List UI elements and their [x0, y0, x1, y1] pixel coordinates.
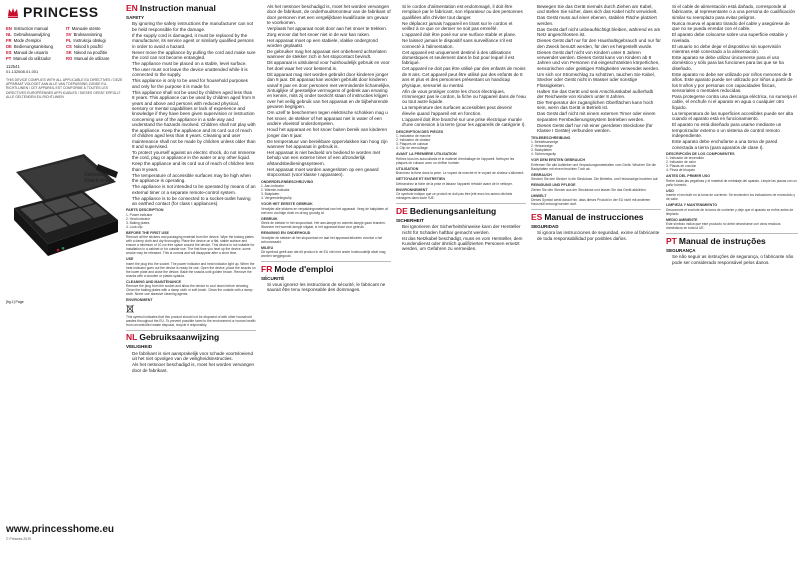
language-label: Instruction manual — [13, 26, 49, 31]
env-text-en: This symbol indicates that this product should not be disposed of with other household wastes throughout the EU. To prevent possible harm to the environment or human health from uncontrolled waste disposal, recycle it responsibly. — [126, 314, 256, 327]
list-item: • The appliance is not intended to be operated by means of an external timer or a separate remote-control system. — [132, 184, 256, 195]
env-heading-de: UMWELT — [531, 193, 547, 198]
list-item: • Das Gerät darf nicht mit einem externen Timer oder einem separaten Fernbedienungssystem betrieben werden. — [537, 111, 661, 122]
list-item: • The user must not leave the device unattended while it is connected to the supply. — [132, 67, 256, 78]
list-item: • By ignoring the safety instructions the manufacturer can not be held responsible for the damage. — [132, 21, 256, 32]
parts-list-fr — [396, 134, 526, 150]
title-de: Bedienungsanleitung — [409, 205, 497, 216]
list-item: • De gebruiker mag het apparaat niet onbeheerd achterlaten wanneer de stekker zich in het stopcontact bevindt. — [267, 49, 391, 60]
list-item: • Dieses Gerät darf nicht von Kindern unter 8 Jahren verwendet werden. Dieses Gerät kann von Kindern ab 8 Jahren und von Personen mit eingeschränkten körperlichen, sensorischen oder geistigen Fähigkeiten verwendet werden. — [537, 50, 661, 72]
section-title-pt — [666, 237, 798, 246]
language-entry — [6, 32, 66, 37]
list-item: • Si vous ignorez les instructions de sécurité, le fabricant ne saurait être tenu responsable des dommages. — [267, 282, 391, 293]
language-entry — [6, 38, 66, 43]
safety-list-nl-cont — [261, 4, 391, 178]
safety-heading-fr: SÉCURITÉ — [261, 275, 285, 281]
part-item: 1. Indicateur de marche — [396, 134, 431, 139]
use-heading-es: USO — [666, 188, 674, 193]
env-text-de: Dieses Symbol weist darauf hin, dass dieses Produkt in der EU nicht mit anderem Hausmüll entsorgt werden darf. — [531, 198, 651, 207]
list-item: • To protect yourself against an electric shock, do not immerse the cord, plug or appliance in the water or any other liquid. — [132, 150, 256, 161]
list-item: • Keep the appliance and its cord out of reach of children less than 8 years. — [132, 161, 256, 172]
list-item: • Si el cable de alimentación está dañado, corresponde al fabricante, al representante o a una persona de cualificación similar su reemplazo para evitar peligros. — [672, 4, 798, 20]
safety-list-pt — [666, 254, 798, 265]
use-text-fr: Branchez la fiche dans la prise. Le voyant de marche et le voyant de chaleur s'allument. — [396, 171, 525, 176]
before-heading-en: BEFORE THE FIRST USE — [126, 230, 169, 235]
before-text-de: Entfernen Sie alle Aufkleber und Verpackungsmaterialien vom Gerät. Wischen Sie die Backplatten mit einem feuchten Tuch ab. — [531, 162, 656, 171]
column-french — [396, 4, 526, 570]
clean-text-de: Ziehen Sie den Stecker aus der Steckdose und lassen Sie das Gerät abkühlen. — [531, 187, 647, 192]
before-text-en: Remove all the stickers and packaging material from the device. Wipe the baking plates with a damp cloth and dry thoroughly. Place the device on a flat, stable surface and ensure a minimum of 10 cm free space around the device. This device is not suitable for installation in a cabinet or for outside use. The first time you heat up the device, some smoke may be released. This is normal and will disappear after a short time. — [126, 235, 255, 256]
list-item: • Om uzelf te beschermen tegen elektrische schokken mag u het snoer, de stekker of het apparaat niet in water of een andere vloeistof onderdompelen. — [267, 110, 391, 126]
list-item: • This appliance shall not be used by children aged less than 8 years. This appliance can be used by children aged from 8 years and above and persons with reduced physical, sensory or mental capabilities or lack of experience and knowledge if they have been given supervision or instruction concerning use of the appliance in a safe way and understand the hazards involved. Children shall not play with the appliance. Keep the appliance and its cord out of reach of children aged less than 8 years. Cleaning and user maintenance shall not be made by children unless older than 8 and supervised. — [132, 90, 256, 149]
parts-list-en — [126, 213, 256, 229]
section-title-fr — [261, 265, 391, 274]
list-item: • L'appareil doit être branché sur une prise électrique murale d'une connexion à la terre (pour les appareils de catégorie I). — [402, 117, 526, 128]
part-item: 2. Warmte-indicator — [261, 188, 290, 193]
parts-heading-en: PARTS DESCRIPTION — [126, 208, 164, 213]
list-item: • Het apparaat moet op een stabiele, vlakke ondergrond worden geplaatst. — [267, 38, 391, 49]
list-item: • Ist das Netzkabel beschädigt, muss es vom Hersteller, dem Kundendienst oder ähnlich qualifizierten Personen ersetzt werden, um Gefahren zu vermeiden. — [402, 236, 526, 252]
env-text-nl: Dit symbool geeft aan dat dit product in de EU niet met ander huishoudelijk afval mag worden weggegooid. — [261, 250, 386, 259]
clean-text-nl: Verwijder de stekker uit het stopcontact en laat het apparaat afkoelen voordat u het schoonmaakt. — [261, 235, 383, 244]
list-item: • Cet appareil ne doit pas être utilisé par des enfants de moins de 8 ans. Cet appareil peut être utilisé par des enfants de 8 ans et plus et des personnes présentant un handicap physique, sensoriel ou mental. — [402, 66, 526, 88]
section-title-nl — [126, 333, 256, 342]
brand-name: PRINCESS — [23, 4, 99, 20]
list-item: • This appliance is only to be used for household purposes and only for the purpose it is made for. — [132, 78, 256, 89]
part-item: 3. Baking plates — [126, 220, 150, 225]
list-item: • Si ignora las instrucciones de seguridad, exime al fabricante de toda responsabilidad por posibles daños. — [537, 230, 661, 241]
list-item: • De fabrikant is niet aansprakelijk voor schade voortvloeiend uit het niet opvolgen van de veiligheidsinstructies. — [132, 351, 256, 362]
clean-heading-en: CLEANING AND MAINTENANCE — [126, 279, 181, 284]
safety-list-fr-cont — [396, 4, 526, 128]
language-entry — [6, 56, 66, 61]
part-item: 3. Bakplaten — [261, 192, 280, 197]
language-label: Návod k použití — [73, 43, 103, 49]
list-item: • Bei Ignorieren der Sicherheitshinweise kann der Hersteller nicht für Schäden haftbar gemacht werden. — [402, 224, 526, 235]
section-title-es — [531, 213, 661, 222]
list-item: • Never move the appliance by pulling the cord and make sure the cord can not become entangled. — [132, 50, 256, 61]
cover-column — [6, 4, 124, 570]
compliance-text: THIS DEVICE COMPLIES WITH ALL APPLICABLE EU DIRECTIVES / DEZE APPARAAT VOLDOET AAN ALLE VAN TOEPASSING ZIJNDE EU-RICHTLIJNEN / CET APPAREIL EST CONFORME À TOUTES LES DIRECTIVES EUROPÉENNES APPLICABLES / DIESES GERÄT ERFÜLLT ALLE GELTENDEN EU-RICHTLINIEN — [6, 77, 123, 99]
de-details — [531, 136, 661, 207]
section-divider — [396, 203, 526, 204]
list-item: • El usuario no debe dejar el dispositivo sin supervisión mientras esté conectado a la alimentación. — [672, 44, 798, 55]
env-text-fr: Ce symbole indique que ce produit ne doit pas être jeté avec les autres déchets ménagers dans toute l'UE. — [396, 192, 513, 201]
env-text-es: Este símbolo indica que este producto no debe desecharse con otros residuos domésticos en toda la UE. — [666, 222, 781, 231]
safety-list-de-cont — [531, 4, 661, 134]
copyright-note: © Princess 2019 — [6, 537, 31, 541]
title-pt: Manual de instruções — [678, 235, 766, 246]
language-label: Mode d'emploi — [13, 37, 41, 43]
lang-code-nl: NL — [126, 332, 138, 343]
language-label: Manual de utilizare — [74, 55, 110, 61]
use-heading-en: USE — [126, 257, 134, 262]
title-en: Instruction manual — [139, 4, 216, 13]
list-item: • Bewegen Sie das Gerät niemals durch Ziehen am Kabel, und stellen Sie sicher, dass sich das Kabel nicht verwickelt. — [537, 4, 661, 15]
list-item: • Si le cordon d'alimentation est endommagé, il doit être remplacé par le fabricant, son réparateur ou des personnes qualifiées afin d'éviter tout danger. — [402, 4, 526, 20]
language-entry — [6, 50, 66, 55]
list-item: • Dit apparaat mag niet worden gebruikt door kinderen jonger dan 8 jaar. Dit apparaat kan worden gebruikt door kinderen vanaf 8 jaar en door personen met verminderde lichamelijke, zintuiglijke of geestelijke vermogens of gebrek aan ervaring en kennis, mits zij onder toezicht staan of instructies krijgen over het veilig gebruik van het apparaat en de bijbehorende gevaren begrijpen. — [267, 72, 391, 110]
language-label: Instrukcja obsługi — [73, 37, 106, 43]
language-code: SK — [66, 49, 72, 55]
list-item: • Het apparaat moet worden aangesloten op een geaard stopcontact (voor klasse I apparaten). — [267, 167, 391, 178]
language-entry — [6, 44, 66, 49]
list-item: • Dieses Gerät darf nur für den Haushaltsgebrauch und nur für den Zweck benutzt werden, für den es hergestellt wurde. — [537, 38, 661, 49]
part-item: 2. Indicador de calor — [666, 160, 696, 165]
language-code: PT — [6, 55, 12, 61]
use-heading-nl: GEBRUIK — [261, 216, 278, 221]
list-item: • Este aparato no debe ser utilizado por niños menores de 8 años. Este aparato puede ser utilizado por niños a partir de los 8 años y por personas con capacidades físicas, sensoriales o mentales reducidas. — [672, 72, 798, 94]
language-label: Manual do utilizador — [13, 55, 51, 61]
list-item: • L'appareil doit être posé sur une surface stable et plane. — [402, 32, 526, 37]
list-item: • Cet appareil est uniquement destiné à des utilisations domestiques et seulement dans le but pour lequel il est fabriqué. — [402, 50, 526, 66]
part-item: 2. Heizanzeige — [531, 144, 553, 149]
part-item: 1. Aan-indicator — [261, 184, 284, 189]
product-caption — [84, 172, 114, 184]
part-item: 1. Power indicator — [126, 212, 153, 217]
safety-list-de — [396, 224, 526, 252]
parts-list-es — [666, 156, 798, 172]
model-code: 112541 — [6, 63, 20, 69]
part-item: 4. Vergrendelingsclip — [261, 196, 292, 201]
part-item: 4. Lock clip — [126, 224, 143, 229]
language-entry — [66, 32, 124, 37]
section-divider — [531, 209, 661, 210]
part-item: 2. Heat indicator — [126, 216, 151, 221]
use-heading-de: GEBRAUCH — [531, 172, 552, 177]
language-entry — [66, 50, 124, 55]
use-heading-fr: UTILISATION — [396, 166, 419, 171]
language-code: NL — [6, 31, 12, 37]
list-item: • Afin de vous protéger contre les chocs électriques, n'immergez pas le cordon, la fiche ou l'appareil dans de l'eau ou tout autre liquide. — [402, 89, 526, 105]
list-item: • Die Temperatur der zugänglichen Oberflächen kann hoch sein, wenn das Gerät in Betrieb ist. — [537, 100, 661, 111]
language-list — [6, 26, 124, 61]
parts-heading-es: DESCRIPCIÓN DE LOS COMPONENTES — [666, 151, 735, 156]
list-item: • The temperature of accessible surfaces may be high when the appliance is operating. — [132, 173, 256, 184]
before-text-es: Retire todas las pegatinas y el material de embalaje del aparato. Limpie las placas con un paño húmedo. — [666, 178, 798, 187]
section-divider — [666, 233, 798, 234]
safety-heading-de: SICHERHEIT — [396, 217, 424, 223]
language-entry — [66, 26, 124, 31]
column-spanish — [666, 4, 798, 570]
use-text-nl: Steek de stekker in het stopcontact. Het aan-lampje en warmte-lampje gaan branden. Wanneer het warmte-lampje uitgaat, is het apparaat klaar voor gebruik. — [261, 221, 386, 230]
en-details — [126, 208, 256, 327]
lang-code-es: ES — [531, 211, 543, 222]
princess-logo-icon — [6, 5, 20, 19]
use-text-es: Inserte el enchufe en la toma de corriente. Se encienden los indicadores de encendido y de calor. — [666, 193, 796, 202]
safety-heading-en: SAFETY — [126, 15, 145, 20]
safety-list-es-cont — [666, 4, 798, 150]
before-heading-de: VOR DEM ERSTEN GEBRAUCH — [531, 158, 586, 163]
list-item: • Houd het apparaat en het snoer buiten bereik van kinderen jonger dan 8 jaar. — [267, 127, 391, 138]
clean-heading-de: REINIGUNG UND PFLEGE — [531, 183, 576, 188]
language-code: DE — [6, 43, 12, 49]
list-item: • The appliance must be placed on a stable, level surface. — [132, 61, 256, 66]
list-item: • Das Gerät muss auf einer ebenen, stabilen Fläche platziert werden. — [537, 15, 661, 26]
title-fr: Mode d'emploi — [274, 263, 334, 274]
language-label: Návod na použitie — [73, 49, 108, 55]
part-item: 1. Indicador de encendido — [666, 156, 704, 161]
clean-heading-fr: NETTOYAGE ET ENTRETIEN — [396, 177, 445, 182]
clean-text-fr: Débranchez la fiche de la prise et laissez l'appareil refroidir avant de le nettoyer. — [396, 181, 513, 186]
parts-heading-de: TEILEBESCHREIBUNG — [531, 135, 571, 140]
safety-heading-pt: SEGURANÇA — [666, 247, 696, 253]
list-item: • Ne déplacez jamais l'appareil en tirant sur le cordon et veillez à ce que ce dernier ne soit pas emmêlé. — [402, 21, 526, 32]
list-item: • Um sich vor Stromschlag zu schützen, tauchen Sie Kabel, Stecker oder Gerät nicht in Wasser oder sonstige Flüssigkeiten. — [537, 72, 661, 88]
env-heading-fr: ENVIRONNEMENT — [396, 187, 428, 192]
list-item: • Dieses Gerät darf nur mit einer geerdeten Steckdose (für Klasse I Geräte) verbunden werden. — [537, 123, 661, 134]
language-label: Bruksanvisning — [73, 31, 102, 37]
title-es: Manual de instrucciones — [544, 211, 644, 222]
parts-heading-fr: DESCRIPTION DES PIÈCES — [396, 129, 444, 134]
es-details — [666, 152, 798, 231]
list-item: • Verplaats het apparaat nooit door aan het snoer te trekken. Zorg ervoor dat het snoer niet in de war kan raken. — [267, 26, 391, 37]
part-item: 4. Pinza de bloqueo — [666, 168, 696, 173]
before-heading-es: ANTES DEL PRIMER USO — [666, 174, 711, 179]
language-entry — [66, 38, 124, 43]
part-item: 1. Betriebsanzeige — [531, 140, 559, 145]
clean-text-es: Desconecte el enchufe de la toma de corriente y deje que el aparato se enfríe antes de limpiarlo. — [666, 207, 794, 216]
list-item: • Als het netsnoer beschadigd is, moet het worden vervangen door de fabrikant, de onderhoudsmonteur van de fabrikant of door personen met een vergelijkbare kwalificatie om gevaar te voorkomen. — [267, 4, 391, 26]
env-heading-nl: MILIEU — [261, 245, 274, 250]
clean-text-en: Remove the plug from the socket and allow the device to cool down before cleaning. Clean the baking plates with a damp cloth or soft brush. Clean the outside with a damp cloth. Never use abrasive cleaning agents. — [126, 284, 253, 297]
env-heading-es: MEDIO AMBIENTE — [666, 217, 698, 222]
safety-heading-nl: VEILIGHEID — [126, 344, 153, 350]
part-item: 4. Sicherungsclip — [531, 152, 557, 157]
language-code: RO — [66, 55, 73, 61]
parts-list-nl — [261, 184, 391, 200]
safety-list-es — [531, 230, 661, 241]
list-item: • La température des surfaces accessibles peut devenir élevée quand l'appareil est en fonction. — [402, 105, 526, 116]
use-text-de: Stecken Sie den Stecker in die Steckdose. Die Betriebs- und Heizanzeige leuchten auf. — [531, 177, 659, 182]
list-item: • If the supply cord is damaged, it must be replaced by the manufacturer, its service agent or similarly qualified persons in order to avoid a hazard. — [132, 33, 256, 49]
title-nl: Gebruiksaanwijzing — [139, 332, 220, 343]
list-item: • El aparato no está diseñado para usarse mediante un temporizador externo o un sistema de control remoto independiente. — [672, 122, 798, 138]
column-english — [126, 4, 256, 570]
list-item: • Het apparaat is niet bedoeld om bediend te worden met behulp van een externe timer of een afzonderlijk afstandsbedieningssysteem. — [267, 150, 391, 166]
lang-code-de: DE — [396, 205, 408, 216]
list-item: • The appliance is to be connected to a socket-outlet having an earthed contact (for class I appliances). — [132, 196, 256, 207]
lang-code-en: EN — [126, 4, 138, 13]
before-text-fr: Retirez tous les autocollants et le matériel d'emballage de l'appareil. Nettoyez les plaques de cuisson avec un chiffon humide. — [396, 156, 515, 165]
lang-code-fr: FR — [261, 263, 273, 274]
product-caption-line-1: Samosa & — [84, 172, 108, 178]
section-title-en — [126, 4, 256, 13]
list-item: • Halten Sie das Gerät und sein Anschlusskabel außerhalb der Reichweite von Kindern unter 8 Jahren. — [537, 89, 661, 100]
language-label: Manual de usuario — [13, 49, 49, 55]
language-code: CS — [66, 43, 72, 49]
clean-heading-es: LIMPIEZA Y MANTENIMIENTO — [666, 203, 718, 208]
list-item: • Als het netsnoer beschadigd is, moet het worden vervangen door de fabrikant. — [132, 362, 256, 373]
nl-details — [261, 180, 391, 259]
safety-list-fr — [261, 282, 391, 293]
use-text-en: Insert the plug into the socket. The power indicator and heat indicator light up. When the heat indicator goes out the device is ready for use. Open the device, place the snacks on the lower plate and close the device. Bake the snacks until golden brown. Remove the snacks with a wooden or plastic spatula. — [126, 261, 256, 278]
figure-label: [fig.1] Page — [6, 300, 24, 304]
weee-bin-icon — [126, 304, 134, 313]
parts-heading-nl: ONDERDELENBESCHRIJVING — [261, 179, 314, 184]
language-entry — [6, 26, 66, 31]
before-heading-nl: VOOR HET EERSTE GEBRUIK — [261, 202, 313, 207]
language-label: Gebruiksaanwijzing — [13, 31, 50, 37]
product-caption-line-2: Snack maker — [84, 178, 115, 184]
section-title-de — [396, 207, 526, 216]
language-label: Bedienungsanleitung — [13, 43, 53, 49]
language-code: FR — [6, 37, 12, 43]
list-item: • Este aparato debe enchufarse a una toma de pared conectada a tierra (para aparatos de clase I). — [672, 139, 798, 150]
snack-maker-image — [6, 142, 124, 292]
cover-footer — [6, 524, 124, 541]
safety-list-nl — [126, 351, 256, 373]
list-item: • La temperatura de las superficies accesibles puede ser alta cuando el aparato está en funcionamiento. — [672, 111, 798, 122]
parts-list-de — [531, 140, 661, 156]
list-item: • Nunca mueva el aparato tirando del cable y asegúrese de que no se pueda enredar con el cable. — [672, 21, 798, 32]
before-text-nl: Verwijder alle stickers en verpakkingsmateriaal van het apparaat. Veeg de bakplaten af met een vochtige doek en droog grondig af. — [261, 206, 388, 215]
language-label: Manuale utente — [71, 26, 101, 31]
language-code: IT — [66, 26, 70, 31]
list-item: • El aparato debe colocarse sobre una superficie estable y nivelada. — [672, 32, 798, 43]
section-divider — [261, 261, 391, 262]
list-item: • Se não seguir as instruções de segurança, o fabricante não pode ser considerado responsável pelos danos. — [672, 254, 798, 265]
column-dutch — [261, 4, 391, 570]
language-code: SV — [66, 31, 72, 37]
list-item: • Para protegerse contra una descarga eléctrica, no sumerja el cable, el enchufe ni el aparato en agua o cualquier otro líquido. — [672, 94, 798, 110]
list-item: • De temperatuur van bereikbare oppervlakken kan hoog zijn wanneer het apparaat in gebruik is. — [267, 139, 391, 150]
language-entry — [66, 56, 124, 61]
lang-code-pt: PT — [666, 235, 677, 246]
section-divider — [126, 330, 256, 331]
safety-heading-es: SEGURIDAD — [531, 223, 559, 229]
language-entry — [66, 44, 124, 49]
column-german — [531, 4, 661, 570]
language-code: EN — [6, 26, 12, 31]
list-item: • Das Gerät darf nicht unbeaufsichtigt bleiben, während es am Netz angeschlossen ist. — [537, 27, 661, 38]
part-item: 2. Indicateur de chaleur — [396, 138, 431, 143]
env-heading-en: ENVIRONMENT — [126, 298, 153, 303]
list-item: • Ne laissez jamais le dispositif sans surveillance s'il est connecté à l'alimentation. — [402, 38, 526, 49]
model-numbers: 01.132608.01.001 — [6, 68, 39, 74]
website-url: www.princesshome.eu — [6, 524, 114, 535]
part-item: 3. Plaques de cuisson — [396, 142, 429, 147]
list-item: • Dit apparaat is uitsluitend voor huishoudelijk gebruik en voor het doel waar het voor bestemd is. — [267, 60, 391, 71]
fr-details — [396, 130, 526, 201]
before-heading-fr: AVANT LA PREMIÈRE UTILISATION — [396, 152, 457, 157]
clean-heading-nl: REINIGING EN ONDERHOUD — [261, 231, 311, 236]
brand-logo — [6, 4, 124, 20]
list-item: • Este aparato se debe utilizar únicamente para el uso doméstico y sólo para las funciones para las que se ha diseñado. — [672, 55, 798, 71]
part-item: 3. Backplatten — [531, 148, 552, 153]
language-code: PL — [66, 37, 72, 43]
part-item: 3. Placas de cocción — [666, 164, 697, 169]
language-code: ES — [6, 49, 12, 55]
safety-list-en — [126, 21, 256, 206]
part-item: 4. Clip de verrouillage — [396, 146, 428, 151]
